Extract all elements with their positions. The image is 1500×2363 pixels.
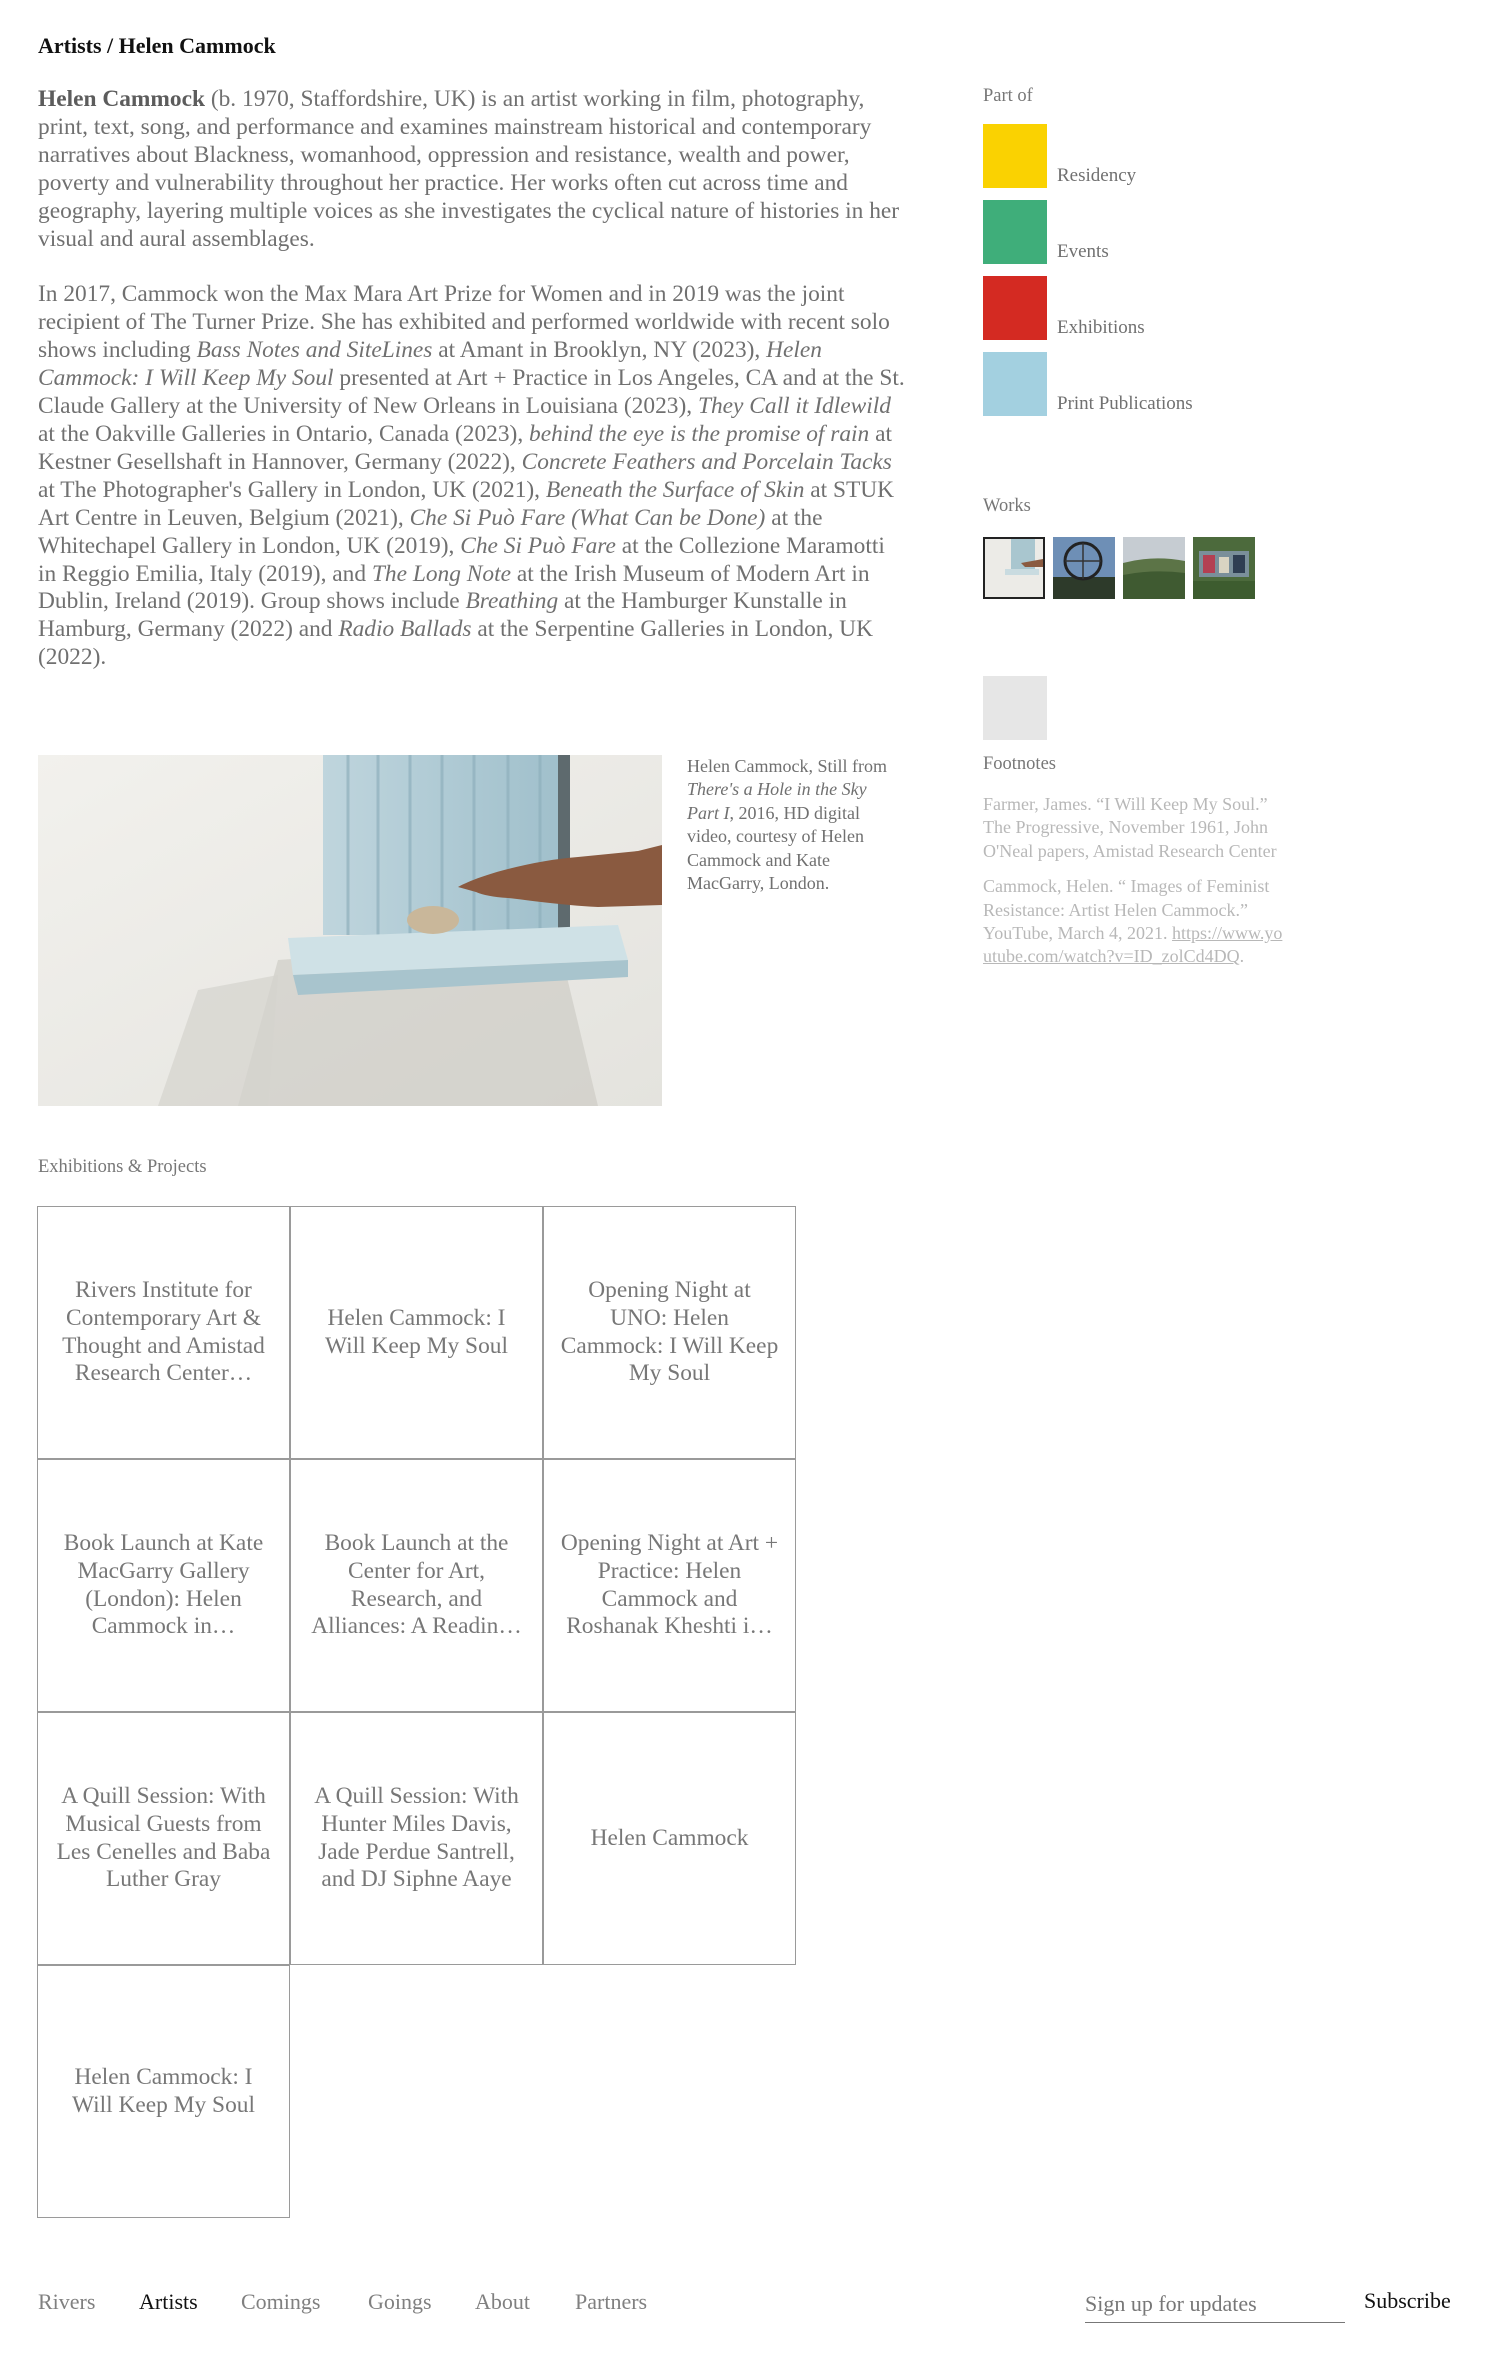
projects-heading: Exhibitions & Projects: [38, 1157, 207, 1177]
category-residency[interactable]: [983, 124, 1283, 188]
nav-partners[interactable]: Partners: [575, 2289, 648, 2314]
category-label: Print Publications: [1057, 393, 1193, 414]
nav-goings[interactable]: Goings: [368, 2289, 432, 2314]
work-title: Bass Notes and SiteLines: [196, 337, 433, 364]
work-title: behind the eye is the promise of rain: [529, 420, 870, 447]
footnote-link[interactable]: https://www.youtube.com/watch?v=ID_zolCd4DQ: [983, 923, 1283, 967]
project-card[interactable]: A Quill Session: With Hunter Miles Davis, Jade Perdue Santrell, and DJ Siphne Aaye: [290, 1712, 543, 1965]
breadcrumb-artists-link[interactable]: Artists: [38, 33, 102, 58]
work-title: Breathing: [465, 588, 559, 615]
category-exhibitions[interactable]: [983, 276, 1283, 340]
project-card[interactable]: Opening Night at Art + Practice: Helen Cammock and Roshanak Kheshti i…: [543, 1459, 796, 1712]
project-card[interactable]: Book Launch at the Center for Art, Research, and Alliances: A Readin…: [290, 1459, 543, 1712]
breadcrumb: [38, 33, 276, 59]
footnote-2: Cammock, Helen. “ Images of Feminist Resistance: Artist Helen Cammock.” YouTube, March 4, 2021. https://www.youtube.com/watch?v=ID_zolCd4DQ.: [983, 876, 1283, 967]
footnotes: [983, 793, 1283, 981]
category-label: Exhibitions: [1057, 317, 1145, 338]
project-card[interactable]: Helen Cammock: I Will Keep My Soul: [290, 1206, 543, 1459]
project-card[interactable]: Book Launch at Kate MacGarry Gallery (London): Helen Cammock in…: [37, 1459, 290, 1712]
part-of-heading: Part of: [983, 86, 1033, 106]
bio-paragraph-1: Helen Cammock (b. 1970, Staffordshire, UK) is an artist working in film, photography, print, text, song, and performance and examines mainstream historical and contemporary narratives about Blackness, womanhood, oppression and resistance, wealth and power, poverty and vulnerability throughout her practice. Her works often cut across time and geography, layering multiple voices as she investigates the cyclical nature of histories in her visual and aural assemblages.: [38, 86, 900, 252]
project-card[interactable]: Helen Cammock: I Will Keep My Soul: [37, 1965, 290, 2218]
image-caption: Helen Cammock, Still from There's a Hole in the Sky Part I, 2016, HD digital video, courtesy of Helen Cammock and Kate MacGarry, London.: [687, 756, 887, 894]
work-thumbnail-3[interactable]: [1123, 537, 1185, 599]
footnotes-heading: Footnotes: [983, 754, 1056, 774]
category-label: Residency: [1057, 165, 1137, 186]
work-title: Che Si Può Fare (What Can be Done): [409, 504, 766, 531]
nav-artists[interactable]: Artists: [139, 2289, 198, 2314]
project-card[interactable]: Rivers Institute for Contemporary Art & Thought and Amistad Research Center…: [37, 1206, 290, 1459]
work-title: Radio Ballads: [338, 616, 472, 643]
breadcrumb-current: Helen Cammock: [118, 33, 276, 58]
footnote-1: Farmer, James. “I Will Keep My Soul.” The Progressive, November 1961, John O'Neal papers, Amistad Research Center: [983, 794, 1277, 861]
work-title: The Long Note: [371, 560, 511, 587]
subscribe-button[interactable]: Subscribe: [1364, 2288, 1451, 2313]
nav-about[interactable]: About: [475, 2289, 530, 2314]
project-card[interactable]: A Quill Session: With Musical Guests from Les Cenelles and Baba Luther Gray: [37, 1712, 290, 1965]
project-card[interactable]: Helen Cammock: [543, 1712, 796, 1965]
nav-comings[interactable]: Comings: [241, 2289, 321, 2314]
work-title: Concrete Feathers and Porcelain Tacks: [521, 448, 892, 475]
events-swatch: [983, 200, 1047, 264]
work-title: Che Si Può Fare: [460, 532, 616, 559]
works-heading: Works: [983, 496, 1031, 516]
artist-name: Helen Cammock: [38, 86, 205, 112]
work-title: They Call it Idlewild: [697, 393, 891, 420]
project-card[interactable]: Opening Night at UNO: Helen Cammock: I Will Keep My Soul: [543, 1206, 796, 1459]
artist-bio: [38, 86, 908, 700]
nav-rivers[interactable]: Rivers: [38, 2289, 96, 2314]
work-thumbnail-4[interactable]: [1193, 537, 1255, 599]
work-thumbnail-1[interactable]: [983, 537, 1045, 599]
bio-paragraph-2: In 2017, Cammock won the Max Mara Art Prize for Women and in 2019 was the joint recipient of The Turner Prize. She has exhibited and performed worldwide with recent solo shows including Bass Notes and SiteLines at Amant in Brooklyn, NY (2023), Helen Cammock: I Will Keep My Soul presented at Art + Practice in Los Angeles, CA and at the St. Claude Gallery at the University of New Orleans in Louisiana (2023), They Call it Idlewild at the Oakville Galleries in Ontario, Canada (2023), behind the eye is the promise of rain at Kestner Gesellshaft in Hannover, Germany (2022), Concrete Feathers and Porcelain Tacks at The Photographer's Gallery in London, UK (2021), Beneath the Surface of Skin at STUK Art Centre in Leuven, Belgium (2021), Che Si Può Fare (What Can be Done) at the Whitechapel Gallery in London, UK (2019), Che Si Può Fare at the Collezione Maramotti in Reggio Emilia, Italy (2019), and The Long Note at the Irish Museum of Modern Art in Dublin, Ireland (2019). Group shows include Breathing at the Hamburger Kunstalle in Hamburg, Germany (2022) and Radio Ballads at the Serpentine Galleries in London, UK (2022).: [38, 281, 905, 671]
category-print-publications[interactable]: [983, 352, 1283, 416]
category-label: Events: [1057, 241, 1109, 262]
print-publications-swatch: [983, 352, 1047, 416]
exhibitions-swatch: [983, 276, 1047, 340]
breadcrumb-separator: /: [101, 33, 119, 58]
work-thumbnail-2[interactable]: [1053, 537, 1115, 599]
placeholder-swatch: [983, 676, 1047, 740]
signup-email-input[interactable]: [1085, 2286, 1345, 2323]
artwork-still-image: [38, 755, 662, 1106]
work-title: Helen Cammock: I Will Keep My Soul: [38, 337, 822, 392]
category-events[interactable]: [983, 200, 1283, 264]
work-title: Beneath the Surface of Skin: [545, 476, 805, 503]
residency-swatch: [983, 124, 1047, 188]
